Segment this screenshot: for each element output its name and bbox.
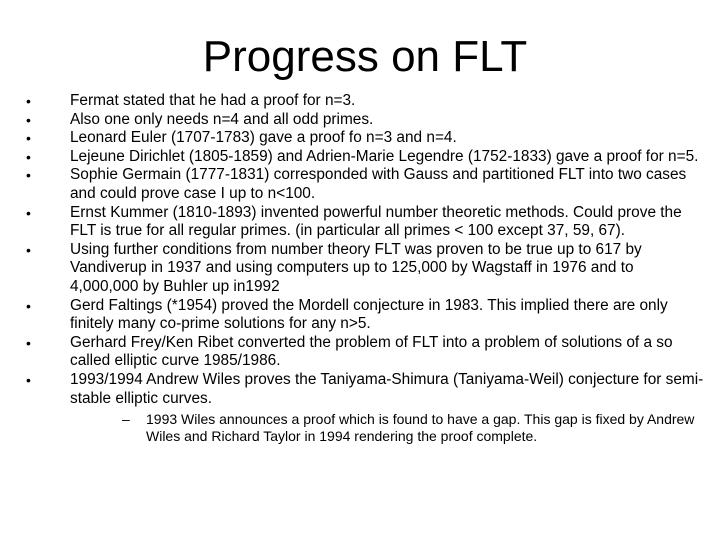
bullet-text: Using further conditions from number theory FLT was proven to be true up to 617 by Vandiverup in 1937 and using computers up to 125,000 by Wagstaff in 1976 and to 4,000,000 by Buhler up in1992: [70, 240, 642, 295]
bullet-list: [26, 92, 706, 445]
bullet-text: Fermat stated that he had a proof for n=3.: [70, 92, 356, 109]
bullet-item: [26, 241, 706, 297]
bullet-text: Ernst Kummer (1810-1893) invented powerful number theoretic methods. Could prove the FLT is true for all regular primes. (in particular all primes < 100 except 37, 59, 67).: [70, 203, 682, 240]
bullet-marker: •: [26, 334, 31, 351]
bullet-marker: •: [26, 111, 31, 128]
sub-bullet-item: [70, 411, 706, 445]
bullet-text: 1993/1994 Andrew Wiles proves the Taniyama-Shimura (Taniyama-Weil) conjecture for semi-stable elliptic curves.: [70, 370, 704, 407]
bullet-item: [26, 334, 706, 371]
bullet-text: Sophie Germain (1777-1831) corresponded with Gauss and partitioned FLT into two cases and could prove case I up to n<100.: [70, 166, 687, 202]
sub-bullet-marker: –: [122, 411, 130, 428]
bullet-marker: •: [26, 204, 31, 221]
bullet-item: [26, 148, 706, 167]
sub-bullet-text: 1993 Wiles announces a proof which is found to have a gap. This gap is fixed by Andrew Wiles and Richard Taylor in 1994 rendering the proof complete.: [146, 411, 695, 444]
bullet-marker: •: [26, 297, 31, 314]
bullet-item: [26, 166, 706, 203]
bullet-text: Also one only needs n=4 and all odd primes.: [70, 110, 374, 128]
bullet-item: [26, 92, 706, 111]
bullet-marker: •: [26, 241, 31, 258]
bullet-item: [26, 129, 706, 148]
bullet-text: Lejeune Dirichlet (1805-1859) and Adrien-Marie Legendre (1752-1833) gave a proof for n=5.: [70, 147, 699, 165]
bullet-text: Gerd Faltings (*1954) proved the Mordell conjecture in 1983. This implied there are only finitely many co-prime solutions for any n>5.: [70, 296, 668, 333]
slide-title: Progress on FLT: [202, 32, 528, 81]
bullet-text: Leonard Euler (1707-1783) gave a proof fo n=3 and n=4.: [70, 129, 457, 147]
bullet-marker: •: [26, 148, 31, 165]
bullet-marker: •: [26, 371, 31, 388]
bullet-item: [26, 204, 706, 241]
bullet-item: [26, 111, 706, 130]
bullet-marker: •: [26, 93, 31, 109]
bullet-item: [26, 371, 706, 445]
bullet-item: [26, 297, 706, 334]
bullet-text: Gerhard Frey/Ken Ribet converted the problem of FLT into a problem of solutions of a so called elliptic curve 1985/1986.: [70, 333, 673, 370]
bullet-marker: •: [26, 167, 31, 184]
bullet-marker: •: [26, 130, 31, 147]
